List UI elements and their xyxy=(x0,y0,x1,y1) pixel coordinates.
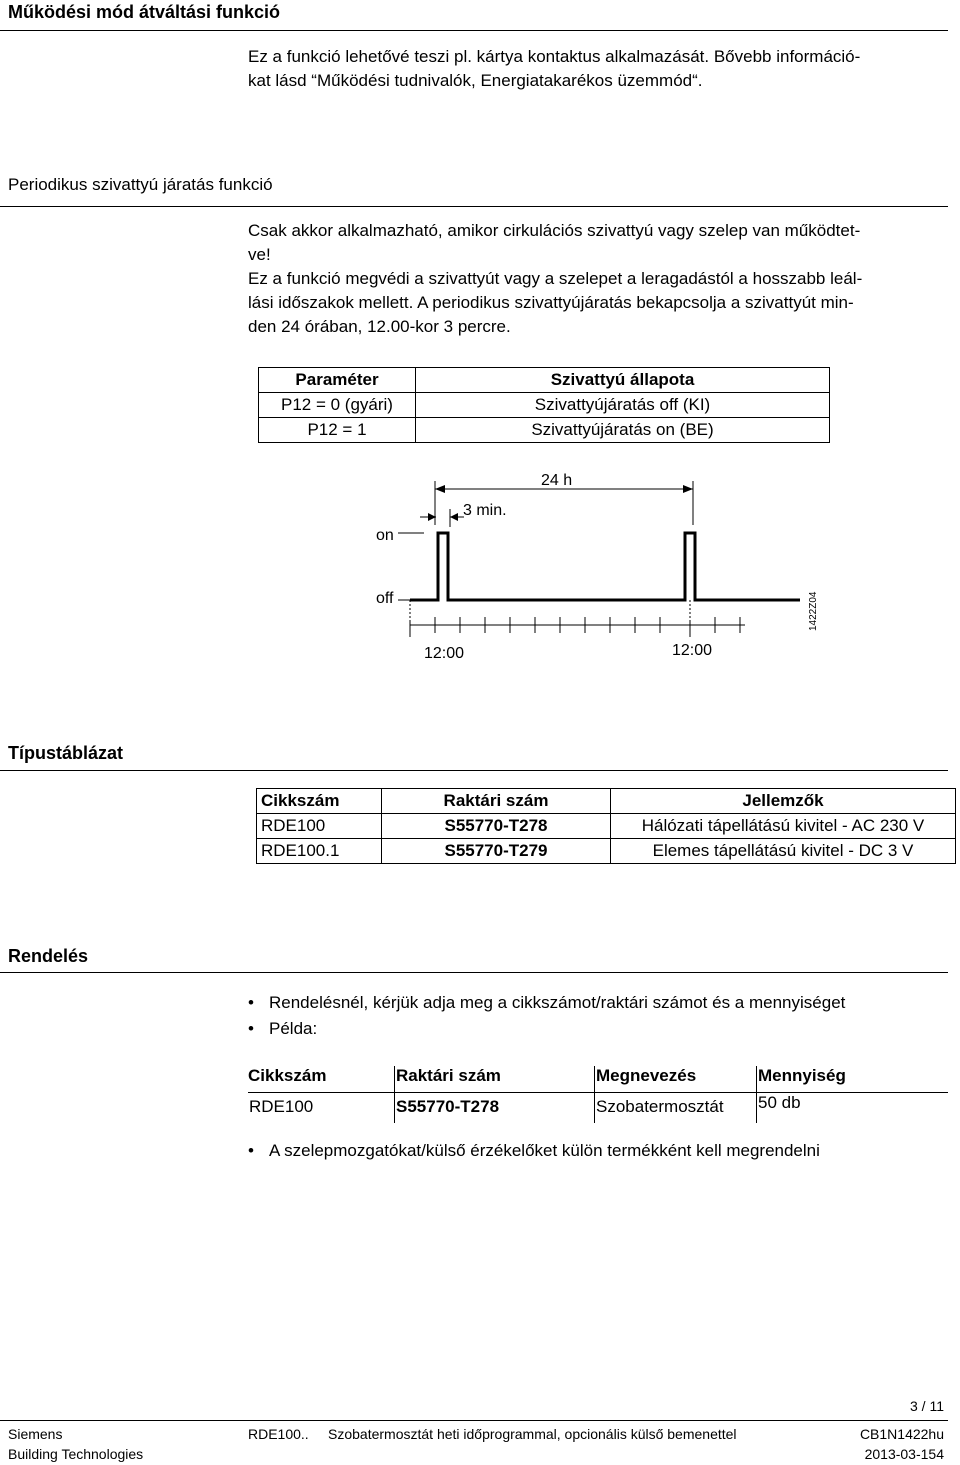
table-cell: Szivattyújáratás off (KI) xyxy=(416,393,830,418)
text-line: Csak akkor alkalmazható, amikor cirkulációs szivattyú vagy szelep van működtet- xyxy=(248,221,861,240)
footer-division: Building Technologies xyxy=(8,1446,144,1462)
table-header: Cikkszám xyxy=(257,789,382,814)
table-header: Cikkszám xyxy=(248,1066,395,1093)
order-note-list xyxy=(248,1138,820,1164)
table-row xyxy=(257,814,956,839)
pump-text xyxy=(248,219,938,339)
pump-signal-line xyxy=(410,533,800,600)
table-cell: P12 = 1 xyxy=(259,418,416,443)
time-label: 12:00 xyxy=(424,645,465,662)
text-line: ve! xyxy=(248,245,271,264)
footer-product: RDE100.. xyxy=(248,1426,309,1442)
time-label: 12:00 xyxy=(672,642,713,659)
text-line: Ez a funkció megvédi a szivattyút vagy a szelepet a leragadástól a hosszabb leál- xyxy=(248,269,863,288)
table-row xyxy=(259,418,830,443)
section-divider xyxy=(0,206,948,207)
pump-timing-diagram xyxy=(360,465,830,675)
figure-id: 1422Z04 xyxy=(808,591,819,631)
text-line: kat lásd “Működési tudnivalók, Energiatakarékos üzemmód“. xyxy=(248,71,703,90)
footer-docinfo xyxy=(860,1424,944,1464)
table-cell: RDE100.1 xyxy=(257,839,382,864)
list-item: • A szelepmozgatókat/külső érzékelőket külön termékként kell megrendelni xyxy=(248,1138,820,1164)
page-number: 3 / 11 xyxy=(910,1398,944,1414)
table-row xyxy=(248,1093,948,1124)
footer-company xyxy=(8,1424,143,1464)
section-title-mode-switch: Működési mód átváltási funkció xyxy=(8,2,281,22)
table-header-row xyxy=(257,789,956,814)
footer-date: 2013-03-154 xyxy=(864,1446,944,1462)
table-header: Szivattyú állapota xyxy=(416,368,830,393)
label-3min: 3 min. xyxy=(463,502,507,519)
text-line: lási időszakok mellett. A periodikus szivattyújáratás bekapcsolja a szivattyút min- xyxy=(248,293,854,312)
table-cell: Szivattyújáratás on (BE) xyxy=(416,418,830,443)
footer-company-name: Siemens xyxy=(8,1426,63,1442)
table-cell: S55770-T278 xyxy=(382,814,611,839)
section-divider xyxy=(0,30,948,31)
table-cell: P12 = 0 (gyári) xyxy=(259,393,416,418)
table-header-row xyxy=(259,368,830,393)
list-item: • Rendelésnél, kérjük adja meg a cikkszámot/raktári számot és a mennyiséget xyxy=(248,990,845,1016)
arrowhead xyxy=(450,513,458,521)
arrowhead xyxy=(435,485,445,493)
arrowhead xyxy=(683,485,693,493)
text-line: den 24 órában, 12.00-kor 3 percre. xyxy=(248,317,511,336)
section-title-order: Rendelés xyxy=(8,946,89,966)
table-header: Raktári szám xyxy=(382,789,611,814)
table-header: Jellemzők xyxy=(611,789,956,814)
table-cell: Hálózati tápellátású kivitel - AC 230 V xyxy=(611,814,956,839)
footer-divider xyxy=(0,1420,948,1421)
table-header: Mennyiség xyxy=(757,1066,949,1093)
label-24h: 24 h xyxy=(541,472,573,489)
type-table xyxy=(256,788,956,864)
footer-doc-id: CB1N1422hu xyxy=(859,1426,944,1442)
section-title-types: Típustáblázat xyxy=(8,743,124,763)
table-cell: 50 db xyxy=(757,1093,949,1124)
order-bullet-list xyxy=(248,990,845,1042)
mode-switch-text xyxy=(248,45,938,93)
table-cell: RDE100 xyxy=(249,1097,314,1116)
table-header-row xyxy=(248,1066,948,1093)
label-on: on xyxy=(376,527,394,544)
table-cell: Elemes tápellátású kivitel - DC 3 V xyxy=(611,839,956,864)
table-cell: RDE100 xyxy=(257,814,382,839)
parameter-table xyxy=(258,367,830,443)
table-header: Paraméter xyxy=(259,368,416,393)
list-item: • Példa: xyxy=(248,1016,845,1042)
section-title-pump: Periodikus szivattyú járatás funkció xyxy=(8,175,273,194)
table-row xyxy=(257,839,956,864)
section-divider xyxy=(0,770,948,771)
footer-description: Szobatermosztát heti időprogrammal, opcionális külső bemenettel xyxy=(328,1426,737,1442)
table-cell: S55770-T279 xyxy=(382,839,611,864)
table-cell: Szobatermosztát xyxy=(595,1093,757,1124)
table-header: Megnevezés xyxy=(595,1066,757,1093)
table-cell: S55770-T278 xyxy=(395,1093,595,1124)
table-header: Raktári szám xyxy=(395,1066,595,1093)
label-off: off xyxy=(376,590,394,607)
order-example-table xyxy=(248,1066,948,1123)
table-row xyxy=(259,393,830,418)
section-divider xyxy=(0,972,948,973)
text-line: Ez a funkció lehetővé teszi pl. kártya kontaktus alkalmazását. Bővebb információ- xyxy=(248,47,861,66)
